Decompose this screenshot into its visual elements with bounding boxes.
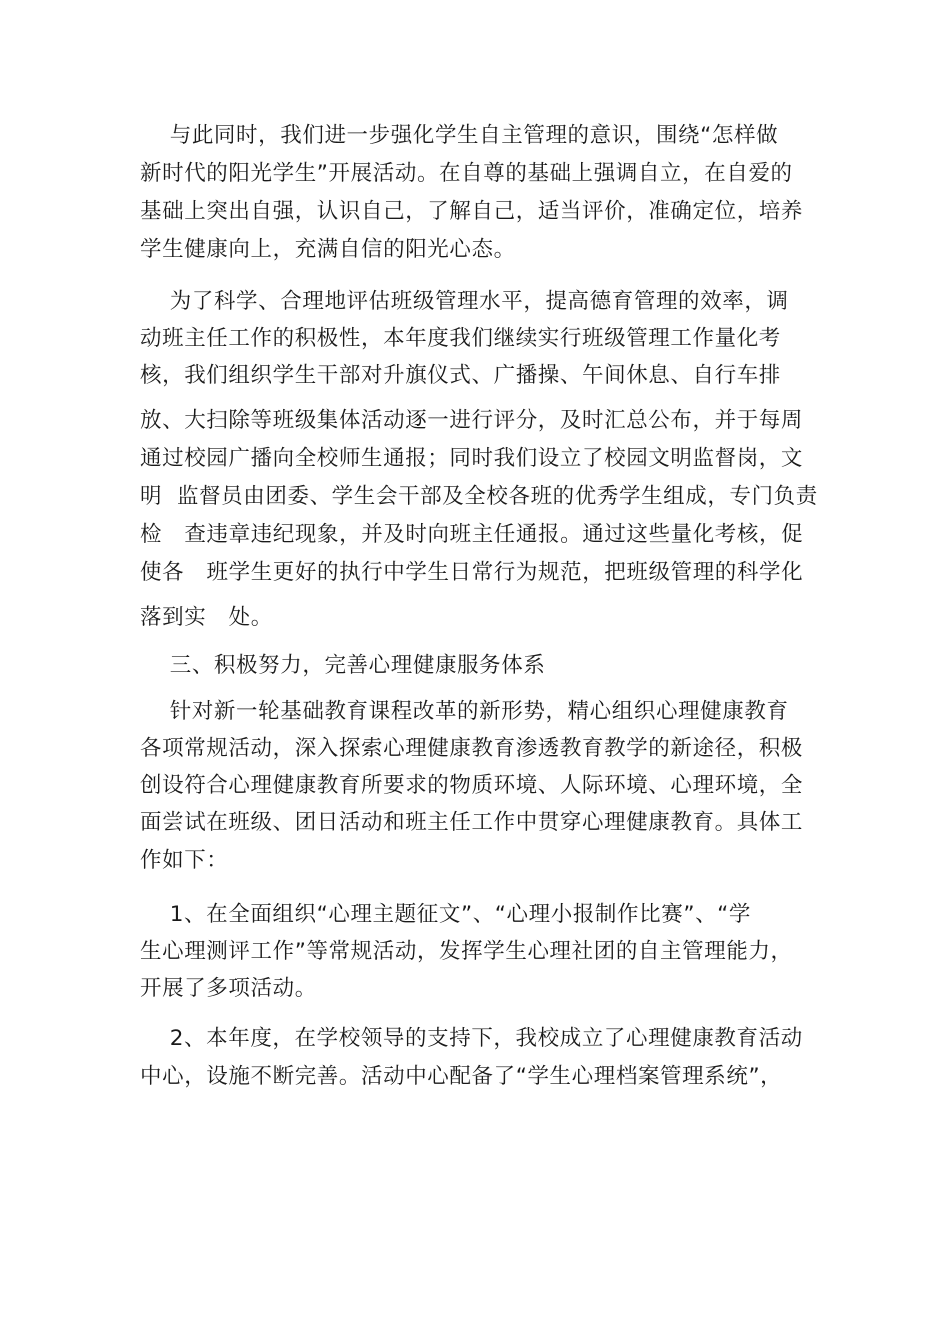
text-line: 为了科学、合理地评估班级管理水平，提高德育管理的效率，调: [140, 289, 789, 314]
text-line: 通过校园广播向全校师生通报；同时我们设立了校园文明监督岗，文: [140, 446, 804, 471]
text-line: 作如下：: [140, 848, 229, 873]
text-line: 中心，设施不断完善。活动中心配备了“学生心理档案管理系统”，: [140, 1064, 783, 1089]
text-line: 落到实 处。: [140, 605, 273, 630]
text-line: 明 监督员由团委、学生会干部及全校各班的优秀学生组成，专门负责: [140, 484, 818, 509]
text-line: 核，我们组织学生干部对升旗仪式、广播操、午间休息、自行车排: [140, 363, 781, 388]
text-line: 动班主任工作的积极性，本年度我们继续实行班级管理工作量化考: [140, 326, 781, 351]
text-line: 面尝试在班级、团日活动和班主任工作中贯穿心理健康教育。具体工: [140, 810, 804, 835]
section-heading: 三、积极努力，完善心理健康服务体系: [140, 653, 546, 678]
text-line: 放、大扫除等班级集体活动逐一进行评分，及时汇总公布，并于每周: [140, 408, 804, 433]
text-line: 与此同时，我们进一步强化学生自主管理的意识，围绕“怎样做: [140, 123, 779, 148]
text-line: 各项常规活动，深入探索心理健康教育渗透教育教学的新途径，积极: [140, 736, 804, 761]
text-line: 检 查违章违纪现象，并及时向班主任通报。通过这些量化考核，促: [140, 522, 804, 547]
text-line: 针对新一轮基础教育课程改革的新形势，精心组织心理健康教育: [140, 699, 789, 724]
text-line: 学生健康向上，充满自信的阳光心态。: [140, 237, 516, 262]
text-line: 基础上突出自强，认识自己，了解自己，适当评价，准确定位，培养: [140, 199, 804, 224]
text-line: 开展了多项活动。: [140, 976, 317, 1001]
text-line: 1、在全面组织“心理主题征文”、“心理小报制作比赛”、“学: [140, 902, 752, 927]
text-line: 生心理测评工作”等常规活动，发挥学生心理社团的自主管理能力，: [140, 939, 793, 964]
text-line: 使各 班学生更好的执行中学生日常行为规范，把班级管理的科学化: [140, 560, 804, 585]
text-line: 2、本年度，在学校领导的支持下，我校成立了心理健康教育活动: [140, 1026, 803, 1051]
text-line: 创设符合心理健康教育所要求的物质环境、人际环境、心理环境，全: [140, 773, 804, 798]
text-line: 新时代的阳光学生”开展活动。在自尊的基础上强调自立，在自爱的: [140, 161, 793, 186]
